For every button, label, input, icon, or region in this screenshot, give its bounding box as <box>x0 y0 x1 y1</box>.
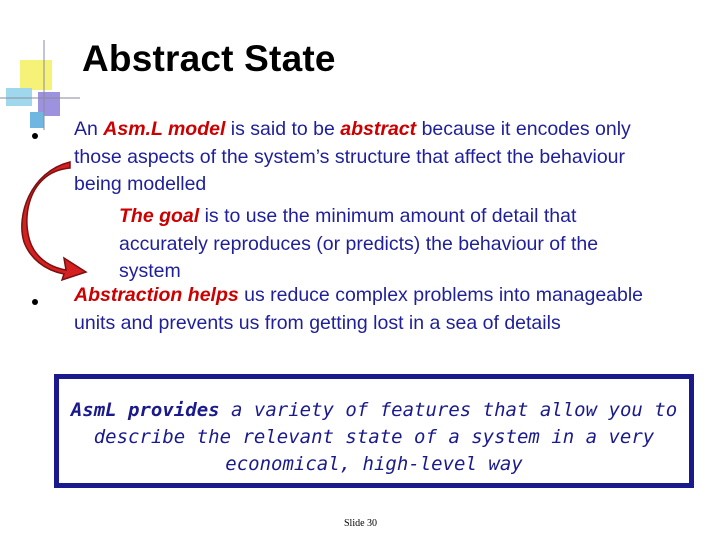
sub-point-part: The goal <box>119 205 200 227</box>
bullet-1-part: abstract <box>340 118 417 140</box>
slide-number: Slide 30 <box>344 518 378 529</box>
slide-title: Abstract State <box>82 38 336 79</box>
bullet-1-part: because it encodes only those aspects of the system’s structure that affect the behaviour being modelled <box>74 118 631 195</box>
bullet-2 <box>74 282 674 337</box>
bullet-1-part: is said to be <box>225 118 341 140</box>
bullet-1-part: Asm.L model <box>103 118 226 140</box>
callout-text <box>59 397 689 478</box>
sub-point-part: is to use the minimum amount of detail that accurately reproduces (or predicts) the behaviour of the system <box>119 205 599 282</box>
corner-squares-decoration <box>0 0 80 130</box>
bullet-dot-icon <box>32 299 38 305</box>
callout-rest: a variety of features that allow you to describe the relevant state of a system in a very economical, high-level way <box>93 399 678 475</box>
callout-strong: AsmL provides <box>70 399 220 421</box>
bullet-1-part: An <box>74 118 104 140</box>
sub-point <box>119 203 659 286</box>
bullet-1 <box>74 116 664 199</box>
bullet-dot-icon <box>32 133 38 139</box>
callout-box <box>54 374 694 488</box>
bullet-2-part: helps <box>187 284 239 306</box>
bullet-2-part: Abstraction <box>74 284 183 306</box>
bullet-2-part: us reduce complex problems into manageable units and prevents us from getting lost in a sea of details <box>74 284 644 334</box>
